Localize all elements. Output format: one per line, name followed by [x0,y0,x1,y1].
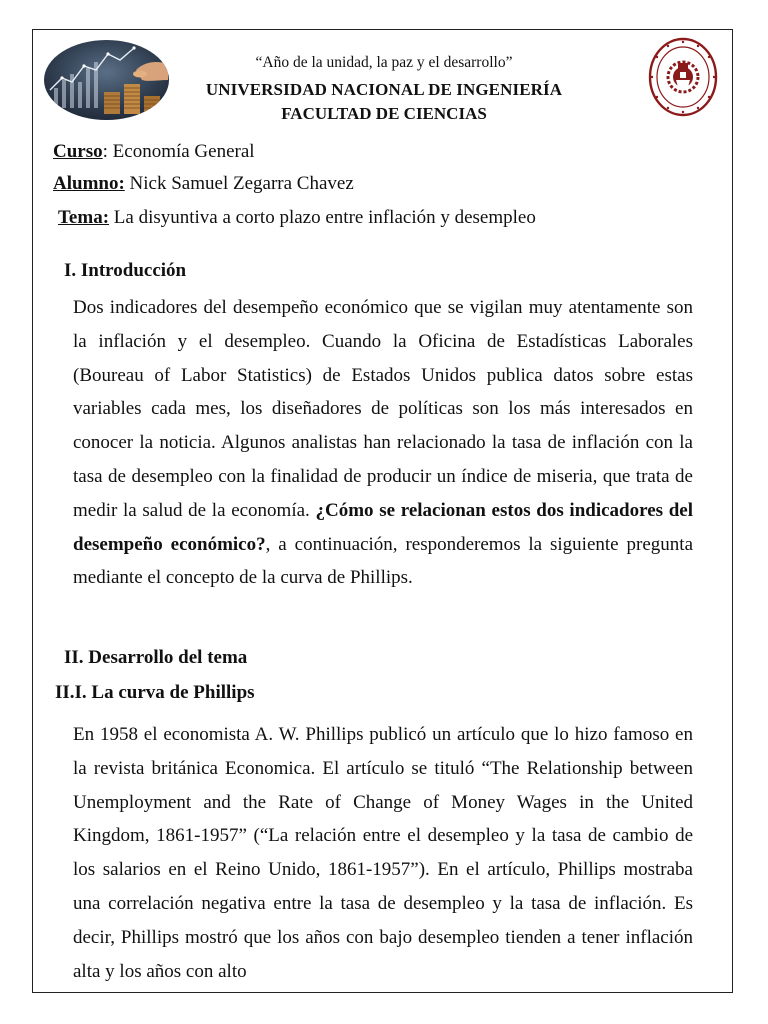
student-value: Nick Samuel Zegarra Chavez [124,173,354,194]
course-value: : Economía General [102,141,255,162]
topic-value: La disyuntiva a corto plazo entre inflación y desempleo [109,207,536,228]
topic-line [58,207,536,229]
intro-paragraph: Dos indicadores del desempeño económico que se vigilan muy atentamente son la inflación y el desempleo. Cuando la Oficina de Estadísticas Laborales (Boureau of Labor Statistics) de Estados Unidos publica datos sobre estas variables cada mes, los diseñadores de políticas son los más interesados en conocer la noticia. Algunos analistas han relacionado la tasa de inflación con la tasa de desempleo con la finalidad de producir un índice de miseria, que trata de medir la salud de la economía. ¿Cómo se relacionan estos dos indicadores del desempeño económico?, a continuación, responderemos la siguiente pregunta mediante el concepto de la curva de Phillips. [73,297,693,589]
student-label: Alumno: [53,173,125,194]
intro-heading: I. Introducción [64,260,187,281]
motto: “Año de la unidad, la paz y el desarrollo” [255,54,513,71]
development-heading: II. Desarrollo del tema [64,647,248,668]
topic-label: Tema: [58,207,110,228]
phillips-paragraph: En 1958 el economista A. W. Phillips publicó un artículo que lo hizo famoso en la revista británica Economica. El artículo se tituló “The Relationship between Unemployment and the Rate of Change of Money Wages in the United Kingdom, 1861-1957” (“La relación entre el desempleo y la tasa de cambio de los salarios en el Reino Unido, 1861-1957”). En el artículo, Phillips mostraba una correlación negativa entre la tasa de desempleo y la tasa de inflación. Es decir, Phillips mostró que los años con bajo desempleo tienden a tener inflación alta y los años con alto [73,724,693,982]
student-line [53,173,354,195]
faculty-name: FACULTAD DE CIENCIAS [281,104,487,123]
course-label: Curso [53,141,103,162]
intro-question: ¿Cómo se relacionan estos dos indicadores del desempeño económico? [73,499,693,555]
university-name: UNIVERSIDAD NACIONAL DE INGENIERÍA [205,80,563,99]
course-line [53,141,255,163]
phillips-subheading: II.I. La curva de Phillips [55,682,255,703]
